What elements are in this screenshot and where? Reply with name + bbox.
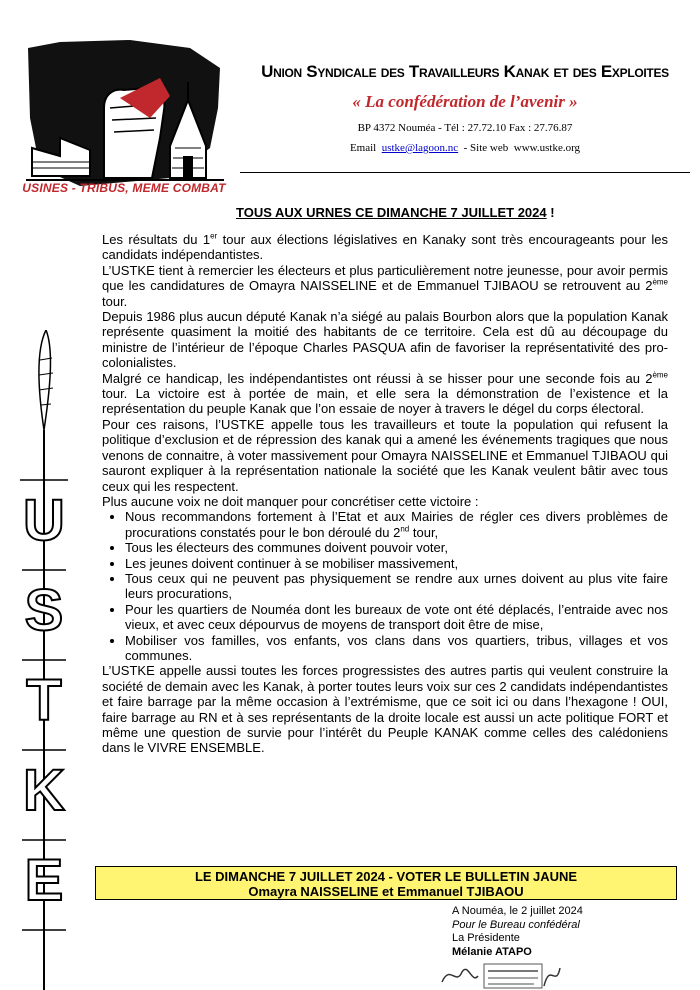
list-item: • Tous les électeurs des communes doivent pouvoir voter, bbox=[125, 540, 668, 555]
signature-stamp bbox=[438, 958, 588, 990]
paragraph-3: Depuis 1986 plus aucun député Kanak n’a siégé au palais Bourbon alors que la population Kanak représente quasiment la moitié des habitants de ce territoire. Cela est dû au découpage du ministre de l’intérieur de l’époque Charles PASQUA afin de favoriser la représentativité des pro-colonialistes. bbox=[102, 309, 668, 371]
logo-slogan: USINES - TRIBUS, MEME COMBAT bbox=[22, 181, 226, 195]
signatory-name: Mélanie ATAPO bbox=[452, 945, 532, 958]
banner-line-2: Omayra NAISSELINE et Emmanuel TJIBAOU bbox=[248, 884, 524, 899]
paragraph-4: Malgré ce handicap, les indépendantistes ont réussi à se hisser pour une seconde fois au 2ème tour. La victoire est à portée de main, et elle sera la démonstration de l’existence et la représentation du peuple Kanak que l’on essaie de noyer à travers le dégel du corps électoral. bbox=[102, 370, 668, 417]
side-letter: S bbox=[24, 578, 64, 643]
list-item: • Pour les quartiers de Nouméa dont les bureaux de vote ont été déplacés, l’entraide avec nos vieux, et avec ceux dépourvus de moyens de transport doit être de mise, bbox=[125, 602, 668, 633]
paragraph-1: Les résultats du 1er tour aux élections législatives en Kanaky sont très encourageants pour les candidats indépendantistes. bbox=[102, 231, 668, 263]
motto: « La confédération de l’avenir » bbox=[352, 92, 578, 111]
place-date: A Nouméa, le 2 juillet 2024 bbox=[452, 905, 583, 917]
website-link[interactable]: www.ustke.org bbox=[513, 142, 581, 154]
side-letter: K bbox=[23, 758, 65, 823]
header-divider bbox=[240, 172, 690, 173]
email-link[interactable]: ustke@lagoon.nc bbox=[381, 142, 459, 154]
list-item: • Tous ceux qui ne peuvent pas physiquement se rendre aux urnes doivent au plus vite faire leurs procurations, bbox=[125, 571, 668, 602]
list-item: • Les jeunes doivent continuer à se mobiliser massivement, bbox=[125, 556, 668, 571]
paragraph-7: L’USTKE appelle aussi toutes les forces progressistes des autres partis qui veulent construire la société de demain avec les Kanak, à porter toutes leurs voix sur ces 2 candidats indépendantistes et faire barrage par la même occasion à l’extrémisme, que ce soit ici ou dans l’hexagone ! OUI, faire barrage au RN et à ses représentants de la droite locale est aussi un acte politique FORT et même une question de survie pour l’intérêt du Peuple KANAK comme celles des calédoniens dans le VIVRE ENSEMBLE. bbox=[102, 663, 668, 756]
list-item: • Mobiliser vos familles, vos enfants, vos clans dans vos quartiers, tribus, villages et vos communes. bbox=[125, 633, 668, 664]
side-letter: T bbox=[26, 668, 62, 733]
signature-block bbox=[452, 905, 583, 959]
side-letter: U bbox=[23, 488, 65, 553]
list-item: • Nous recommandons fortement à l’Etat et aux Mairies de régler ces divers problèmes de procurations constatés pour le bon déroulé du 2nd tour, bbox=[125, 509, 668, 540]
banner-line-1: LE DIMANCHE 7 JUILLET 2024 - VOTER LE BULLETIN JAUNE bbox=[194, 869, 578, 884]
email-label: Email bbox=[349, 142, 377, 154]
site-label: - Site web bbox=[463, 142, 509, 154]
recommendations-list bbox=[102, 509, 668, 663]
paragraph-2: L’USTKE tient à remercier les électeurs et plus particulièrement notre jeunesse, pour avoir permis que les candidatures de Omayra NAISSELINE et de Emmanuel TJIBAOU se retrouvent au 2ème tour. bbox=[102, 262, 668, 309]
ustke-logo bbox=[20, 38, 228, 198]
contact-line bbox=[240, 142, 690, 154]
headline: TOUS AUX URNES CE DIMANCHE 7 JUILLET 2024 ! bbox=[236, 205, 555, 220]
paragraph-5: Pour ces raisons, l’USTKE appelle tous les travailleurs et toute la population qui refusent la politique d’exclusion et de répression des kanak qui a amené les événements tragiques que nous venons de connaitre, à voter massivement pour Omayra NAISSELINE et Emmanuel TJIBAOU qui sauront expliquer à la représentation nationale la société que les Kanak veulent bâtir avec tous ceux qui les respectent. bbox=[102, 416, 668, 494]
side-letter: E bbox=[24, 848, 64, 913]
on-behalf: Pour le Bureau confédéral bbox=[452, 918, 580, 931]
signatory-role: La Présidente bbox=[452, 932, 520, 944]
paragraph-6: Plus aucune voix ne doit manquer pour concrétiser cette victoire : bbox=[102, 493, 479, 509]
letter-body bbox=[102, 232, 668, 756]
ustke-spear-decoration bbox=[8, 330, 78, 990]
postal-address: BP 4372 Nouméa - Tél : 27.72.10 Fax : 27.76.87 bbox=[357, 122, 573, 134]
vote-banner bbox=[95, 866, 677, 900]
organization-name: Union Syndicale des Travailleurs Kanak et des Exploites bbox=[261, 62, 669, 81]
